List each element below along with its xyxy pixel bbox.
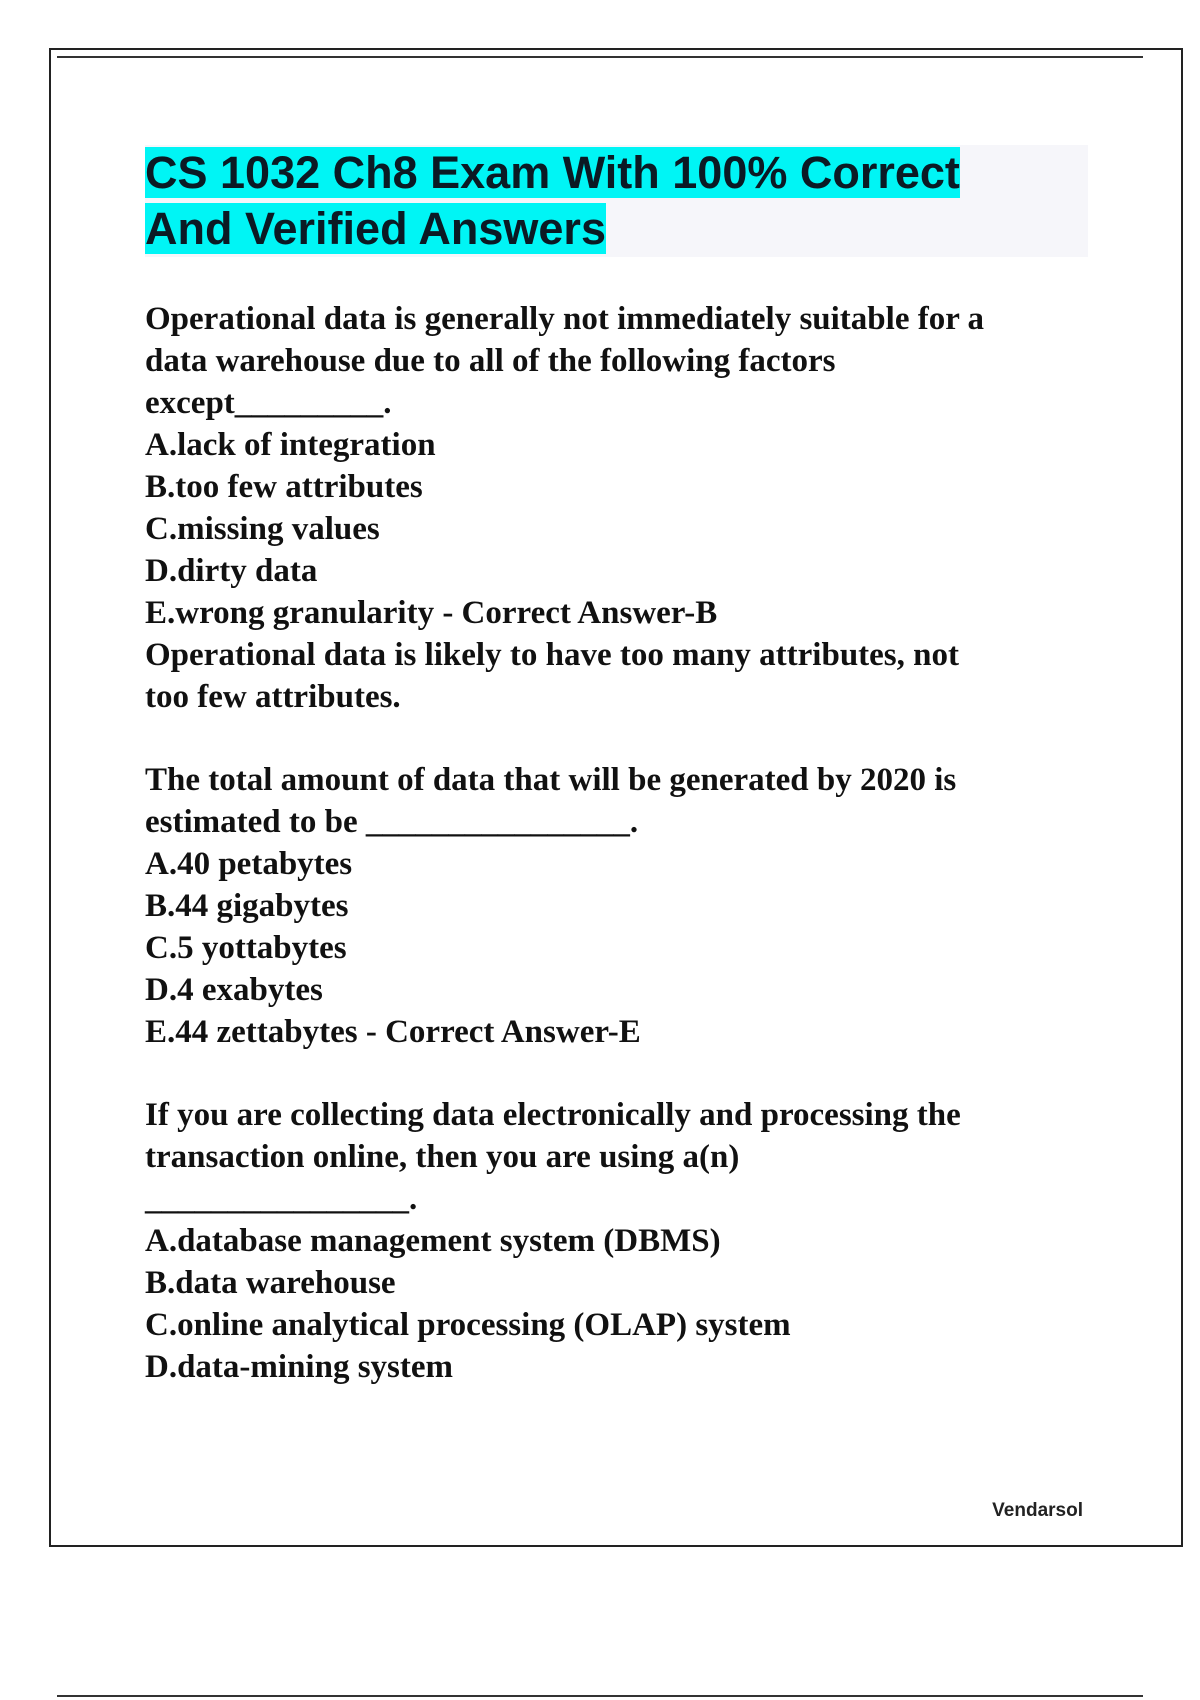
question-stem-line: The total amount of data that will be generated by 2020 is xyxy=(145,762,957,798)
answer-explanation-line: Operational data is likely to have too many attributes, not xyxy=(145,637,959,673)
answer-option-correct: E.wrong granularity - Correct Answer-B xyxy=(145,595,718,631)
question-stem-line: except_________. xyxy=(145,385,392,421)
question-stem-line: estimated to be ________________. xyxy=(145,804,639,840)
question-stem-line: transaction online, then you are using a(n) xyxy=(145,1139,740,1175)
question-stem-line: If you are collecting data electronically and processing the xyxy=(145,1097,961,1133)
question-3 xyxy=(145,1094,1095,1388)
answer-option: B.data warehouse xyxy=(145,1265,396,1301)
answer-option: A.database management system (DBMS) xyxy=(145,1223,721,1259)
answer-option: B.too few attributes xyxy=(145,469,423,505)
answer-option: D.data-mining system xyxy=(145,1349,454,1385)
answer-option: C.missing values xyxy=(145,511,380,547)
answer-option: D.4 exabytes xyxy=(145,972,323,1008)
answer-option: B.44 gigabytes xyxy=(145,888,349,924)
question-stem-line: ________________. xyxy=(145,1181,418,1217)
title-line-2: And Verified Answers xyxy=(145,203,606,254)
question-1 xyxy=(145,298,1095,718)
document-title xyxy=(145,145,1045,257)
answer-option: D.dirty data xyxy=(145,553,318,589)
top-rule xyxy=(57,56,1143,58)
answer-option: A.lack of integration xyxy=(145,427,436,463)
footer-brand: Vendarsol xyxy=(992,1500,1083,1521)
question-2 xyxy=(145,759,1095,1053)
answer-option: C.online analytical processing (OLAP) system xyxy=(145,1307,791,1343)
answer-option-correct: E.44 zettabytes - Correct Answer-E xyxy=(145,1014,641,1050)
bottom-rule xyxy=(57,1695,1143,1697)
question-stem-line: Operational data is generally not immediately suitable for a xyxy=(145,301,985,337)
answer-option: C.5 yottabytes xyxy=(145,930,347,966)
answer-explanation-line: too few attributes. xyxy=(145,679,401,715)
question-list xyxy=(145,298,1095,1429)
answer-option: A.40 petabytes xyxy=(145,846,353,882)
title-line-1: CS 1032 Ch8 Exam With 100% Correct xyxy=(145,147,960,198)
question-stem-line: data warehouse due to all of the following factors xyxy=(145,343,836,379)
